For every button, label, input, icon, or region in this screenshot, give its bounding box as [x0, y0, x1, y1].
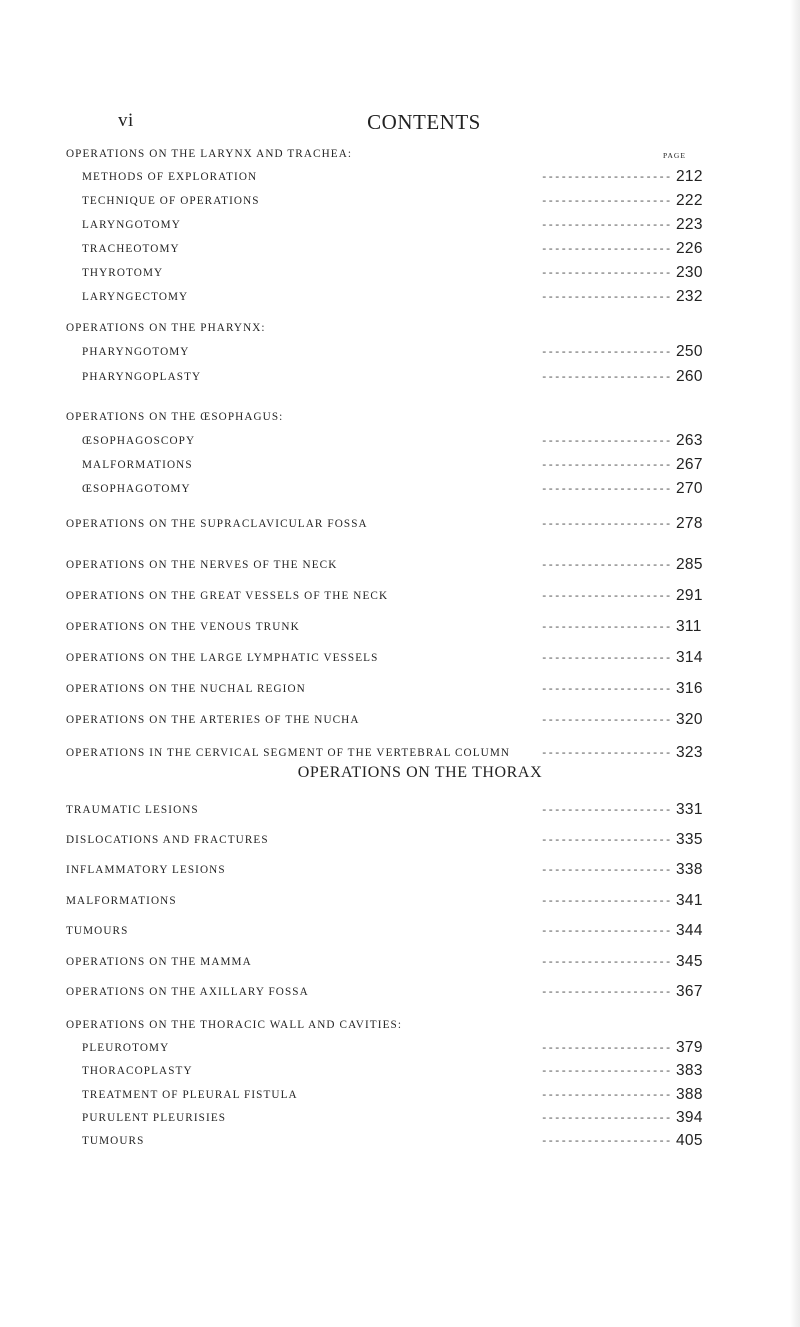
toc-entry — [0, 216, 800, 236]
toc-entry — [0, 343, 800, 363]
leader-dashes: - - - - - - - - - - - - - - - - - - - - — [542, 435, 670, 447]
toc-entry — [0, 288, 800, 308]
page-ref: 223 — [676, 216, 703, 233]
section-heading — [0, 1016, 800, 1036]
toc-entry — [0, 649, 800, 669]
entry-title: OPERATIONS ON THE NERVES OF THE NECK — [66, 559, 338, 571]
entry-title: LARYNGOTOMY — [82, 219, 181, 231]
entry-title: OPERATIONS ON THE AXILLARY FOSSA — [66, 986, 309, 998]
leader-dashes: - - - - - - - - - - - - - - - - - - - - — [542, 925, 670, 937]
leader-dashes: - - - - - - - - - - - - - - - - - - - - — [542, 267, 670, 279]
entry-title: TUMOURS — [66, 925, 129, 937]
toc-entry — [0, 744, 800, 764]
entry-title: TREATMENT OF PLEURAL FISTULA — [82, 1089, 298, 1101]
page-header — [118, 110, 730, 140]
toc-entry — [0, 861, 800, 881]
leader-dashes: - - - - - - - - - - - - - - - - - - - - — [542, 459, 670, 471]
entry-title: OPERATIONS ON THE ARTERIES OF THE NUCHA — [66, 714, 360, 726]
toc-entry — [0, 801, 800, 821]
page-ref: 285 — [676, 556, 703, 573]
page-ref: 278 — [676, 515, 703, 532]
toc-entry — [0, 953, 800, 973]
entry-title: LARYNGECTOMY — [82, 291, 189, 303]
entry-title: OPERATIONS ON THE PHARYNX: — [66, 322, 266, 334]
leader-dashes: - - - - - - - - - - - - - - - - - - - - — [542, 243, 670, 255]
entry-title: OPERATIONS ON THE LARYNX AND TRACHEA: — [66, 148, 353, 160]
page-ref: 320 — [676, 711, 703, 728]
entry-title: MALFORMATIONS — [66, 895, 177, 907]
entry-title: OPERATIONS ON THE NUCHAL REGION — [66, 683, 306, 695]
page-ref: 338 — [676, 861, 703, 878]
toc-entry — [0, 1086, 800, 1106]
section-heading — [0, 408, 800, 428]
entry-title: METHODS OF EXPLORATION — [82, 171, 258, 183]
leader-dashes: - - - - - - - - - - - - - - - - - - - - — [542, 956, 670, 968]
toc-entry — [0, 432, 800, 452]
leader-dashes: - - - - - - - - - - - - - - - - - - - - — [542, 483, 670, 495]
toc-entry — [0, 711, 800, 731]
toc-entry — [0, 587, 800, 607]
entry-title: TRACHEOTOMY — [82, 243, 180, 255]
leader-dashes: - - - - - - - - - - - - - - - - - - - - — [542, 219, 670, 231]
page-ref: 226 — [676, 240, 703, 257]
entry-title: TUMOURS — [82, 1135, 145, 1147]
page-ref: 212 — [676, 168, 703, 185]
toc-entry — [0, 480, 800, 500]
entry-title: PHARYNGOPLASTY — [82, 371, 202, 383]
page-ref: 270 — [676, 480, 703, 497]
page-ref: 311 — [676, 618, 702, 635]
leader-dashes: - - - - - - - - - - - - - - - - - - - - — [542, 291, 670, 303]
leader-dashes: - - - - - - - - - - - - - - - - - - - - — [542, 559, 670, 571]
entry-title: TECHNIQUE OF OPERATIONS — [82, 195, 260, 207]
entry-title: PLEUROTOMY — [82, 1042, 170, 1054]
page-ref: 267 — [676, 456, 703, 473]
thorax-part-heading: OPERATIONS ON THE THORAX — [297, 764, 543, 781]
toc-entry — [0, 556, 800, 576]
page-ref: 323 — [676, 744, 703, 761]
leader-dashes: - - - - - - - - - - - - - - - - - - - - — [542, 804, 670, 816]
page-ref: 314 — [676, 649, 703, 666]
section-heading — [0, 145, 800, 165]
entry-title: MALFORMATIONS — [82, 459, 193, 471]
page-ref: 260 — [676, 368, 703, 385]
leader-dashes: - - - - - - - - - - - - - - - - - - - - — [542, 834, 670, 846]
leader-dashes: - - - - - - - - - - - - - - - - - - - - — [542, 864, 670, 876]
leader-dashes: - - - - - - - - - - - - - - - - - - - - — [542, 747, 670, 759]
toc-entry — [0, 892, 800, 912]
page-ref: 341 — [676, 892, 703, 909]
entry-title: OPERATIONS ON THE VENOUS TRUNK — [66, 621, 300, 633]
page-ref: 388 — [676, 1086, 703, 1103]
entry-title: OPERATIONS IN THE CERVICAL SEGMENT OF THE VERTEBRAL COLUMN — [66, 747, 511, 759]
toc-entry — [0, 1132, 800, 1152]
toc-entry — [0, 264, 800, 284]
leader-dashes: - - - - - - - - - - - - - - - - - - - - — [542, 986, 670, 998]
leader-dashes: - - - - - - - - - - - - - - - - - - - - — [542, 590, 670, 602]
entry-title: OPERATIONS ON THE ŒSOPHAGUS: — [66, 411, 284, 423]
leader-dashes: - - - - - - - - - - - - - - - - - - - - — [542, 1135, 670, 1147]
page-ref: 345 — [676, 953, 703, 970]
entry-title: OPERATIONS ON THE THORACIC WALL AND CAVITIES: — [66, 1019, 403, 1031]
page-ref: 344 — [676, 922, 703, 939]
toc-entry — [0, 983, 800, 1003]
toc-entry — [0, 1109, 800, 1129]
leader-dashes: - - - - - - - - - - - - - - - - - - - - — [542, 195, 670, 207]
toc-entry — [0, 168, 800, 188]
page-ref: 367 — [676, 983, 703, 1000]
toc-entry — [0, 192, 800, 212]
leader-dashes: - - - - - - - - - - - - - - - - - - - - — [542, 895, 670, 907]
entry-title: OPERATIONS ON THE LARGE LYMPHATIC VESSELS — [66, 652, 379, 664]
entry-title: TRAUMATIC LESIONS — [66, 804, 199, 816]
toc-entry — [0, 680, 800, 700]
leader-dashes: - - - - - - - - - - - - - - - - - - - - — [542, 346, 670, 358]
leader-dashes: - - - - - - - - - - - - - - - - - - - - — [542, 1042, 670, 1054]
page-ref: 316 — [676, 680, 703, 697]
toc-entry — [0, 456, 800, 476]
page-ref: 263 — [676, 432, 703, 449]
page-ref: 335 — [676, 831, 703, 848]
entry-title: PHARYNGOTOMY — [82, 346, 190, 358]
toc-entry — [0, 922, 800, 942]
toc-entry — [0, 831, 800, 851]
leader-dashes: - - - - - - - - - - - - - - - - - - - - — [542, 1112, 670, 1124]
toc-entry — [0, 1062, 800, 1082]
leader-dashes: - - - - - - - - - - - - - - - - - - - - — [542, 518, 670, 530]
entry-title: OPERATIONS ON THE MAMMA — [66, 956, 252, 968]
leader-dashes: - - - - - - - - - - - - - - - - - - - - — [542, 1065, 670, 1077]
leader-dashes: - - - - - - - - - - - - - - - - - - - - — [542, 1089, 670, 1101]
page-ref: 383 — [676, 1062, 703, 1079]
entry-title: PURULENT PLEURISIES — [82, 1112, 227, 1124]
page-number: vi — [118, 110, 134, 131]
page-ref: 232 — [676, 288, 703, 305]
page-ref: 222 — [676, 192, 703, 209]
entry-title: OPERATIONS ON THE SUPRACLAVICULAR FOSSA — [66, 518, 368, 530]
page-ref: 230 — [676, 264, 703, 281]
page-ref: 379 — [676, 1039, 703, 1056]
page-column-label: PAGE — [663, 151, 686, 160]
leader-dashes: - - - - - - - - - - - - - - - - - - - - — [542, 621, 670, 633]
entry-title: DISLOCATIONS AND FRACTURES — [66, 834, 269, 846]
entry-title: THYROTOMY — [82, 267, 164, 279]
page-ref: 331 — [676, 801, 703, 818]
toc-entry — [0, 240, 800, 260]
entry-title: ŒSOPHAGOSCOPY — [82, 435, 196, 447]
toc-entry — [0, 368, 800, 388]
leader-dashes: - - - - - - - - - - - - - - - - - - - - — [542, 714, 670, 726]
page-title: CONTENTS — [367, 110, 481, 134]
leader-dashes: - - - - - - - - - - - - - - - - - - - - — [542, 171, 670, 183]
toc-entry — [0, 1039, 800, 1059]
toc-entry — [0, 515, 800, 535]
page-ref: 405 — [676, 1132, 703, 1149]
leader-dashes: - - - - - - - - - - - - - - - - - - - - — [542, 371, 670, 383]
entry-title: INFLAMMATORY LESIONS — [66, 864, 226, 876]
toc-entry — [0, 618, 800, 638]
page-ref: 291 — [676, 587, 703, 604]
page-ref: 394 — [676, 1109, 703, 1126]
page-ref: 250 — [676, 343, 703, 360]
leader-dashes: - - - - - - - - - - - - - - - - - - - - — [542, 683, 670, 695]
entry-title: THORACOPLASTY — [82, 1065, 193, 1077]
leader-dashes: - - - - - - - - - - - - - - - - - - - - — [542, 652, 670, 664]
entry-title: OPERATIONS ON THE GREAT VESSELS OF THE NECK — [66, 590, 389, 602]
page-edge-shadow — [790, 0, 800, 1327]
section-heading — [0, 319, 800, 339]
entry-title: ŒSOPHAGOTOMY — [82, 483, 191, 495]
